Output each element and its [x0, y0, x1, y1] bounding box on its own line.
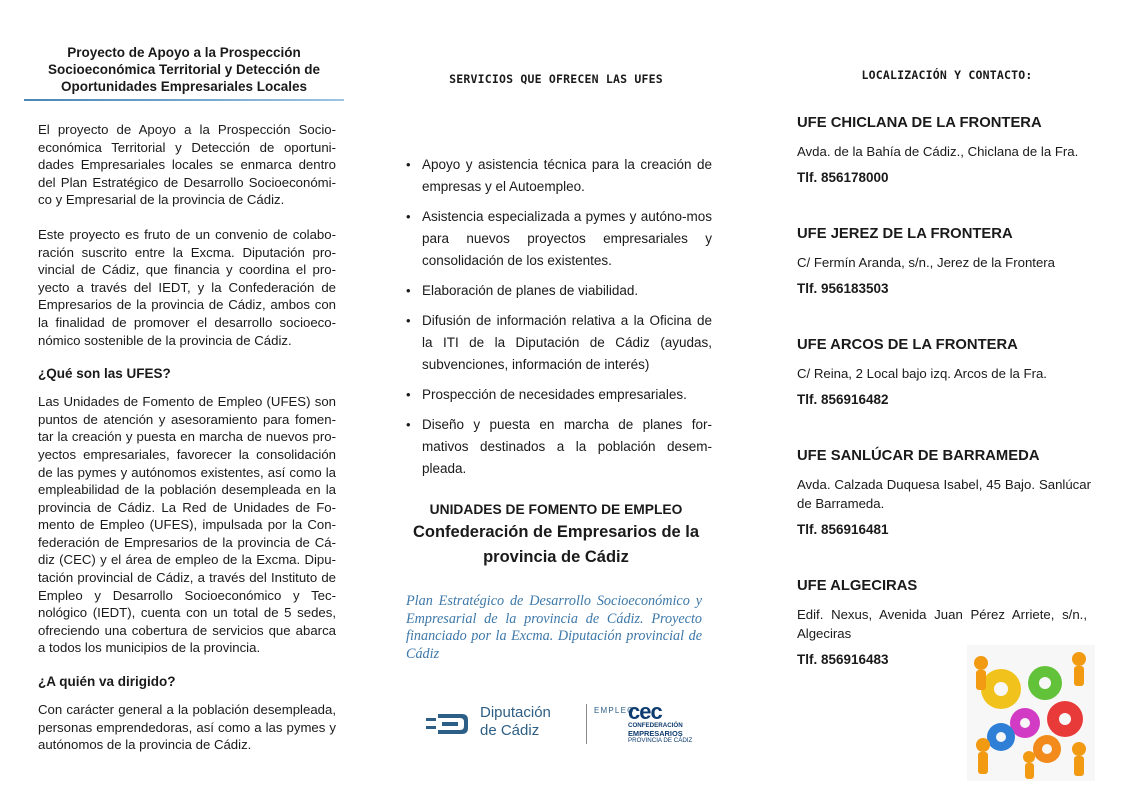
organization-block: [396, 500, 716, 570]
office-arcos: [797, 336, 1097, 409]
bullet-icon: •: [406, 387, 411, 402]
service-text: Prospección de necesidades empresariales.: [422, 387, 687, 402]
office-name: UFE CHICLANA DE LA FRONTERA: [797, 115, 1042, 131]
ufes-question-heading: ¿Qué son las UFES?: [38, 366, 171, 382]
office-address: Edif. Nexus, Avenida Juan Pérez Arriete, s/n., Algeciras: [797, 607, 1087, 641]
service-text: Asistencia especializada a pymes y autóno-mos para nuevos proyectos empresariales y consolidación de los existentes.: [422, 209, 712, 268]
bullet-icon: •: [406, 417, 411, 432]
services-list: [396, 154, 716, 480]
middle-panel: [396, 0, 716, 756]
office-phone: Tlf. 856178000: [797, 170, 889, 185]
list-item: [406, 414, 716, 480]
cec-logo: [628, 699, 700, 750]
diputacion-wordmark: [480, 704, 551, 740]
bullet-icon: •: [406, 157, 411, 172]
org-name-line2: Confederación de Empresarios de la provincia de Cádiz: [412, 523, 700, 566]
logos-row: [396, 696, 716, 756]
office-address: C/ Reina, 2 Local bajo izq. Arcos de la Fra.: [797, 366, 1047, 381]
bullet-icon: •: [406, 313, 411, 328]
diputacion-mark-icon: [426, 710, 470, 738]
list-item: [406, 280, 716, 302]
list-item: [406, 154, 716, 198]
ufes-answer-paragraph: Las Unidades de Fomento de Empleo (UFES) son puntos de atención y asesoramiento para fomen-tar la creación y puesta en marcha de nuevos pro-yectos empresariales, favorecer la consolidación de las pymes y autónomos existentes, así como la empleabilidad de la población desempleada en la provincia de Cádiz. La Red de Unidades de Fo-mento de Empleo (UFES), impulsada por la Con-federación de Empresarios de la provincia de Cá-diz (CEC) y el área de empleo de la Excma. Dipu-tación provincial de Cádiz, a través del Instituto de Empleo y Desarrollo Socioeconómico y Tec-nológico (IEDT), cuenta con un total de 5 sedes, ofreciendo una cobertura de servicios que abarca a todos los municipios de la provincia.: [38, 394, 336, 656]
diputacion-line2: de Cádiz: [480, 722, 540, 739]
office-phone: Tlf. 956183503: [797, 281, 889, 296]
office-phone: Tlf. 856916482: [797, 392, 889, 407]
service-text: Diseño y puesta en marcha de planes for-mativos destinados a la población desem-pleada.: [422, 417, 712, 476]
cec-line2: EMPRESARIOS: [628, 728, 683, 738]
plan-statement: Plan Estratégico de Desarrollo Socioeconómico y Empresarial de la provincia de Cádiz. Proyecto financiado por la Excma. Diputación provincial de Cádiz: [406, 593, 702, 662]
office-name: UFE ARCOS DE LA FRONTERA: [797, 337, 1018, 353]
contact-heading: LOCALIZACIÓN Y CONTACTO:: [861, 68, 1033, 82]
services-heading: SERVICIOS QUE OFRECEN LAS UFES: [449, 72, 663, 86]
office-name: UFE SANLÚCAR DE BARRAMEDA: [797, 448, 1040, 464]
office-address: C/ Fermín Aranda, s/n., Jerez de la Frontera: [797, 255, 1055, 270]
office-sanlucar: [797, 447, 1097, 539]
cec-mark: cec: [628, 699, 662, 724]
office-chiclana: [797, 114, 1097, 187]
gears-teamwork-icon: [967, 645, 1095, 781]
project-title: Proyecto de Apoyo a la Prospección Socioeconómica Territorial y Detección de Oportunidades Empresariales Locales: [47, 45, 321, 94]
service-text: Apoyo y asistencia técnica para la creación de empresas y el Autoempleo.: [422, 157, 712, 194]
diputacion-logo: [426, 704, 635, 746]
agreement-paragraph: Este proyecto es fruto de un convenio de colabo-ración suscrito entre la Excma. Diputación pro-vincial de Cádiz, que financia y coordina el pro-yecto a través del IEDT, y la Confederación de Empresarios de la provincia de Cádiz, ambos con la finalidad de promover el desarrollo socioeco-nómico sostenible de la provincia de Cádiz.: [38, 226, 336, 348]
empleo-label: EMPLEO: [594, 706, 635, 715]
office-phone: Tlf. 856916483: [797, 652, 889, 667]
title-divider: [24, 99, 344, 101]
diputacion-line1: Diputación: [480, 704, 551, 721]
right-panel: [797, 0, 1097, 669]
office-phone: Tlf. 856916481: [797, 522, 889, 537]
left-panel: [24, 0, 344, 754]
intro-paragraph: El proyecto de Apoyo a la Prospección Socio-económica Territorial y Detección de oportuni-dades Empresariales locales se enmarca dentro del Plan Estratégico de Desarrollo Socioeconómi-co y Empresarial de la provincia de Cádiz.: [38, 122, 336, 208]
office-name: UFE JEREZ DE LA FRONTERA: [797, 226, 1013, 242]
cec-line1: CONFEDERACIÓN: [628, 722, 683, 729]
office-address: Avda. Calzada Duquesa Isabel, 45 Bajo. Sanlúcar de Barrameda.: [797, 477, 1091, 511]
org-name-line1: UNIDADES DE FOMENTO DE EMPLEO: [429, 502, 683, 517]
office-address: Avda. de la Bahía de Cádiz., Chiclana de la Fra.: [797, 144, 1079, 159]
bullet-icon: •: [406, 283, 411, 298]
office-name: UFE ALGECIRAS: [797, 578, 918, 594]
list-item: [406, 310, 716, 376]
cec-line3: PROVINCIA DE CÁDIZ: [628, 737, 693, 744]
audience-answer-paragraph: Con carácter general a la población desempleada, personas emprendedoras, así como a las pymes y autónomos de la provincia de Cádiz.: [38, 702, 336, 753]
office-jerez: [797, 225, 1097, 298]
service-text: Difusión de información relativa a la Oficina de la ITI de la Diputación de Cádiz (ayudas, subvenciones, información de interés): [422, 313, 712, 372]
service-text: Elaboración de planes de viabilidad.: [422, 283, 639, 298]
list-item: [406, 384, 716, 406]
list-item: [406, 206, 716, 272]
bullet-icon: •: [406, 209, 411, 224]
audience-question-heading: ¿A quién va dirigido?: [38, 674, 176, 690]
logo-divider: [586, 704, 587, 744]
